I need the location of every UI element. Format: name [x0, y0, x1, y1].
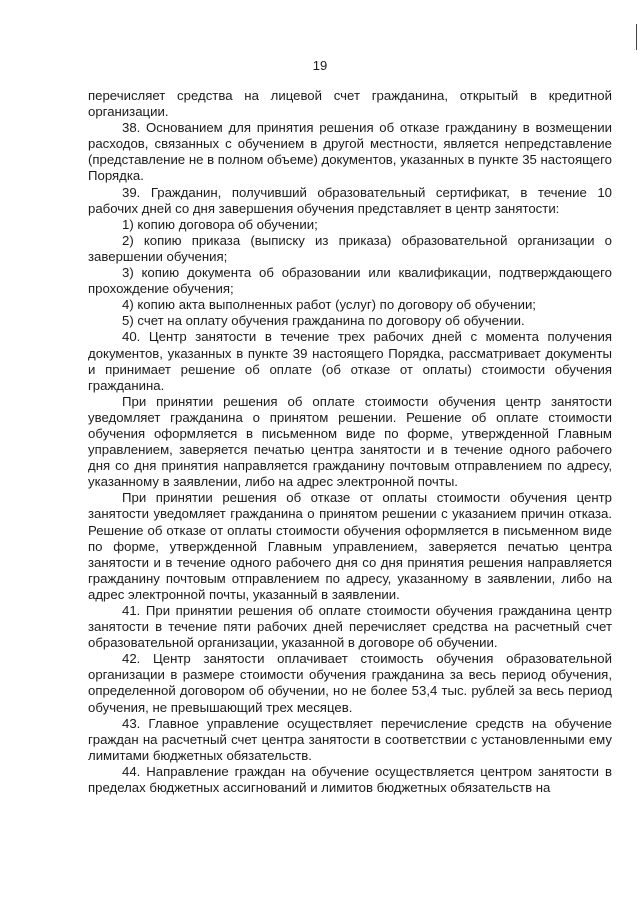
body-text [88, 88, 612, 796]
paragraph-40-refusal: При принятии решения об отказе от оплаты стоимости обучения центр занятости уведомляет гражданина о принятом решении с указанием причин отказа. Решение об отказе от оплаты стоимости обучения оформляется в письменном виде по форме, утвержденной Главным управлением, заверяется печатью центра занятости и в течение одного рабочего дня со дня принятия решения направляется гражданину почтовым отправлением по адресу, указанному в заявлении, либо на адрес электронной почты, указанный в заявлении. [88, 490, 612, 602]
page-number: 19 [312, 58, 328, 73]
paragraph-42: 42. Центр занятости оплачивает стоимость обучения образовательной организации в размере стоимости обучения гражданина за весь период обучения, определенной договором об обучении, но не более 53,4 тыс. рублей за весь период обучения, не превышающий трех месяцев. [88, 651, 612, 715]
list-item-5: 5) счет на оплату обучения гражданина по договору об обучении. [122, 313, 525, 329]
list-item-1: 1) копию договора об обучении; [122, 216, 318, 232]
paragraph-39: 39. Гражданин, получивший образовательный сертификат, в течение 10 рабочих дней со дня завершения обучения представляет в центр занятости: [88, 184, 612, 216]
list-item-2: 2) копию приказа (выписку из приказа) образовательной организации о завершении обучения; [88, 232, 612, 264]
paragraph-41: 41. При принятии решения об оплате стоимости обучения гражданина центр занятости в течение пяти рабочих дней перечисляет средства на расчетный счет образовательной организации, указанной в договоре об обучении. [88, 603, 612, 651]
paragraph-continuation: перечисляет средства на лицевой счет гражданина, открытый в кредитной организации. [88, 88, 612, 120]
list-item-4: 4) копию акта выполненных работ (услуг) по договору об обучении; [122, 297, 536, 313]
list-item-3: 3) копию документа об образовании или квалификации, подтверждающего прохождение обучения; [88, 265, 612, 297]
paragraph-44: 44. Направление граждан на обучение осуществляется центром занятости в пределах бюджетных ассигнований и лимитов бюджетных обязательств на [88, 763, 612, 796]
paragraph-40-payment: При принятии решения об оплате стоимости обучения центр занятости уведомляет гражданина о принятом решении. Решение об оплате стоимости обучения оформляется в письменном виде по форме, утвержденной Главным управлением, заверяется печатью центра занятости и в течение одного рабочего дня со дня принятия направляется гражданину почтовым отправлением по адресу, указанному в заявлении, либо на адрес электронной почты. [88, 393, 612, 490]
paragraph-38: 38. Основанием для принятия решения об отказе гражданину в возмещении расходов, связанных с обучением в другой местности, является непредставление (представление не в полном объеме) документов, указанных в пункте 35 настоящего Порядка. [88, 120, 612, 184]
paragraph-43: 43. Главное управление осуществляет перечисление средств на обучение граждан на расчетный счет центра занятости в соответствии с установленными ему лимитами бюджетных обязательств. [88, 715, 612, 763]
paragraph-40: 40. Центр занятости в течение трех рабочих дней с момента получения документов, указанных в пункте 39 настоящего Порядка, рассматривает документы и принимает решение об оплате (об отказе от оплаты) стоимости обучения гражданина. [88, 329, 612, 393]
scan-edge-mark [636, 24, 637, 50]
